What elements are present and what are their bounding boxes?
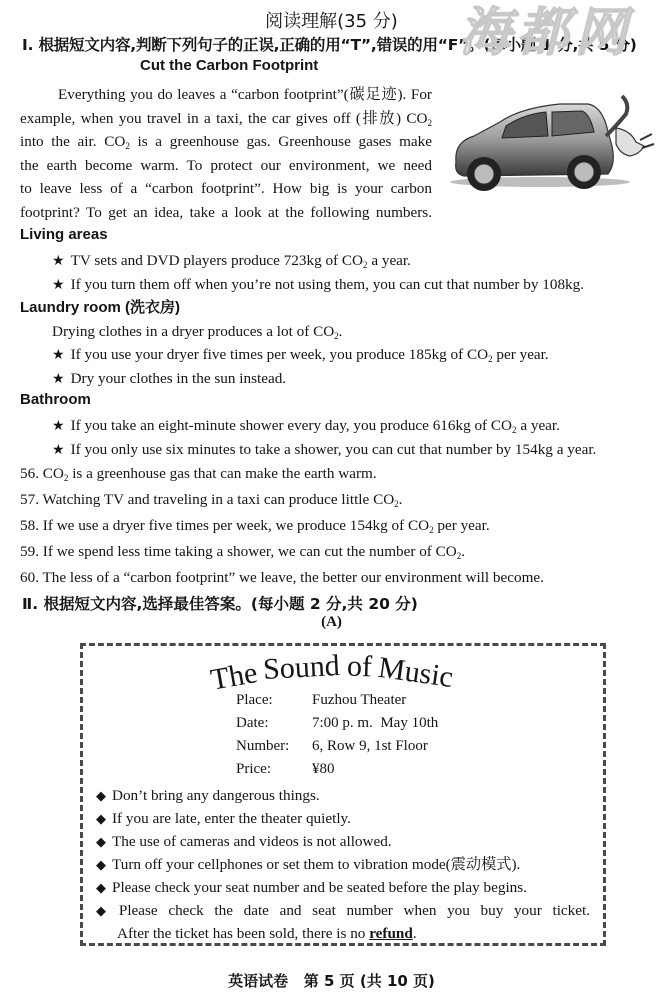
- page-footer: 英语试卷 第 5 页 (共 10 页): [228, 972, 435, 990]
- intro-line: the earth become warm. To protect our environment, we need: [20, 156, 432, 174]
- section-heading-bathroom: Bathroom: [20, 391, 91, 408]
- notice-rule: ◆ The use of cameras and videos is not allowed.: [96, 833, 392, 850]
- svg-text:海都网: 海都网: [459, 2, 634, 60]
- refund-word: refund: [369, 925, 413, 942]
- intro-line: footprint? To get an idea, take a look at the following numbers.: [20, 203, 432, 221]
- section-heading-laundry-room: Laundry room (洗衣房): [20, 299, 180, 316]
- diamond-icon: ◆: [96, 880, 106, 895]
- fact-item: ★ If you only use six minutes to take a shower, you can cut that number by 154kg a year.: [52, 441, 597, 458]
- passage-title: Cut the Carbon Footprint: [140, 57, 319, 74]
- notice-rule-continued: After the ticket has been sold, there is no refund.: [117, 925, 417, 942]
- notice-rule: ◆ Turn off your cellphones or set them to vibration mode(震动模式).: [96, 856, 521, 873]
- info-value-number: 6, Row 9, 1st Floor: [312, 738, 428, 754]
- intro-line: example, when you travel in a taxi, the car gives off (排放) $CO_2$: [20, 109, 432, 128]
- diamond-icon: ◆: [96, 834, 106, 849]
- question-58: 58. If we use a dryer five times per week, we produce 154kg of $CO_2$ per year.: [20, 517, 490, 535]
- diamond-icon: ◆: [96, 903, 113, 918]
- electric-car-illustration: [440, 84, 658, 202]
- info-value-place: Fuzhou Theater: [312, 692, 407, 708]
- fact-item: ★ If you use your dryer five times per week, you produce 185kg of $CO_2$ per year.: [52, 346, 549, 364]
- intro-line: into the air. $CO_2$ is a greenhouse gas. Greenhouse gases make: [20, 133, 432, 152]
- fact-item: ★ Dry your clothes in the sun instead.: [52, 370, 287, 387]
- question-59: 59. If we spend less time taking a shower, we can cut the number of $CO_2$.: [20, 543, 466, 561]
- car-plug-icon: [440, 84, 658, 202]
- intro-passage: [20, 83, 432, 225]
- star-icon: ★: [52, 443, 65, 458]
- info-value-date: 7:00 p. m. May 10th: [312, 715, 439, 731]
- notice-rule: ◆ Don’t bring any dangerous things.: [96, 787, 320, 804]
- question-57: 57. Watching TV and traveling in a taxi can produce little $CO_2$.: [20, 491, 403, 509]
- info-label-place: Place:: [236, 692, 273, 708]
- notice-rule: ◆ Please check your seat number and be seated before the play begins.: [96, 879, 527, 896]
- notice-rule: ◆ Please check the date and seat number when you buy your ticket.: [96, 902, 591, 919]
- section-heading-living-areas: Living areas: [20, 226, 108, 243]
- info-label-number: Number:: [236, 738, 290, 754]
- question-56: 56. $CO_2$ is a greenhouse gas that can make the earth warm.: [20, 465, 377, 483]
- section-title: 阅读理解(35 分): [265, 11, 398, 32]
- title-word: Sound: [261, 649, 341, 686]
- question-60: 60. The less of a “carbon footprint” we leave, the better our environment will become.: [20, 569, 544, 586]
- notice-rule: ◆ If you are late, enter the theater quietly.: [96, 810, 351, 827]
- intro-line: to leave less of a “carbon footprint”. How big is your carbon: [20, 180, 432, 198]
- diamond-icon: ◆: [96, 811, 106, 826]
- diamond-icon: ◆: [96, 857, 106, 872]
- fact-item: Drying clothes in a dryer produces a lot of $CO_2$.: [52, 323, 343, 341]
- intro-line: Everything you do leaves a “carbon footprint”(碳足迹). For: [58, 86, 432, 103]
- star-icon: ★: [52, 254, 65, 269]
- info-value-price: ¥80: [312, 761, 335, 777]
- star-icon: ★: [52, 372, 65, 387]
- part2-instructions: Ⅱ. 根据短文内容,选择最佳答案。(每小题 2 分,共 20 分): [22, 595, 418, 613]
- star-icon: ★: [52, 348, 65, 363]
- fact-item: ★ If you turn them off when you’re not using them, you can cut that number by 108kg.: [52, 276, 585, 293]
- part1-instructions: Ⅰ. 根据短文内容,判断下列句子的正误,正确的用“T”,错误的用“F”。(每小题 1 分,共 5 分): [22, 36, 637, 54]
- diamond-icon: ◆: [96, 788, 106, 803]
- star-icon: ★: [52, 419, 65, 434]
- fact-item: ★ TV sets and DVD players produce 723kg of $CO_2$ a year.: [52, 252, 411, 270]
- passage-label-a: (A): [321, 614, 342, 630]
- info-label-price: Price:: [236, 761, 271, 777]
- notice-title: [0, 649, 663, 697]
- fact-item: ★ If you take an eight-minute shower every day, you produce 616kg of $CO_2$ a year.: [52, 417, 560, 435]
- title-word: The: [207, 656, 260, 697]
- title-word: of: [346, 649, 373, 684]
- star-icon: ★: [52, 278, 65, 293]
- info-label-date: Date:: [236, 715, 269, 731]
- title-word: Music: [376, 650, 456, 695]
